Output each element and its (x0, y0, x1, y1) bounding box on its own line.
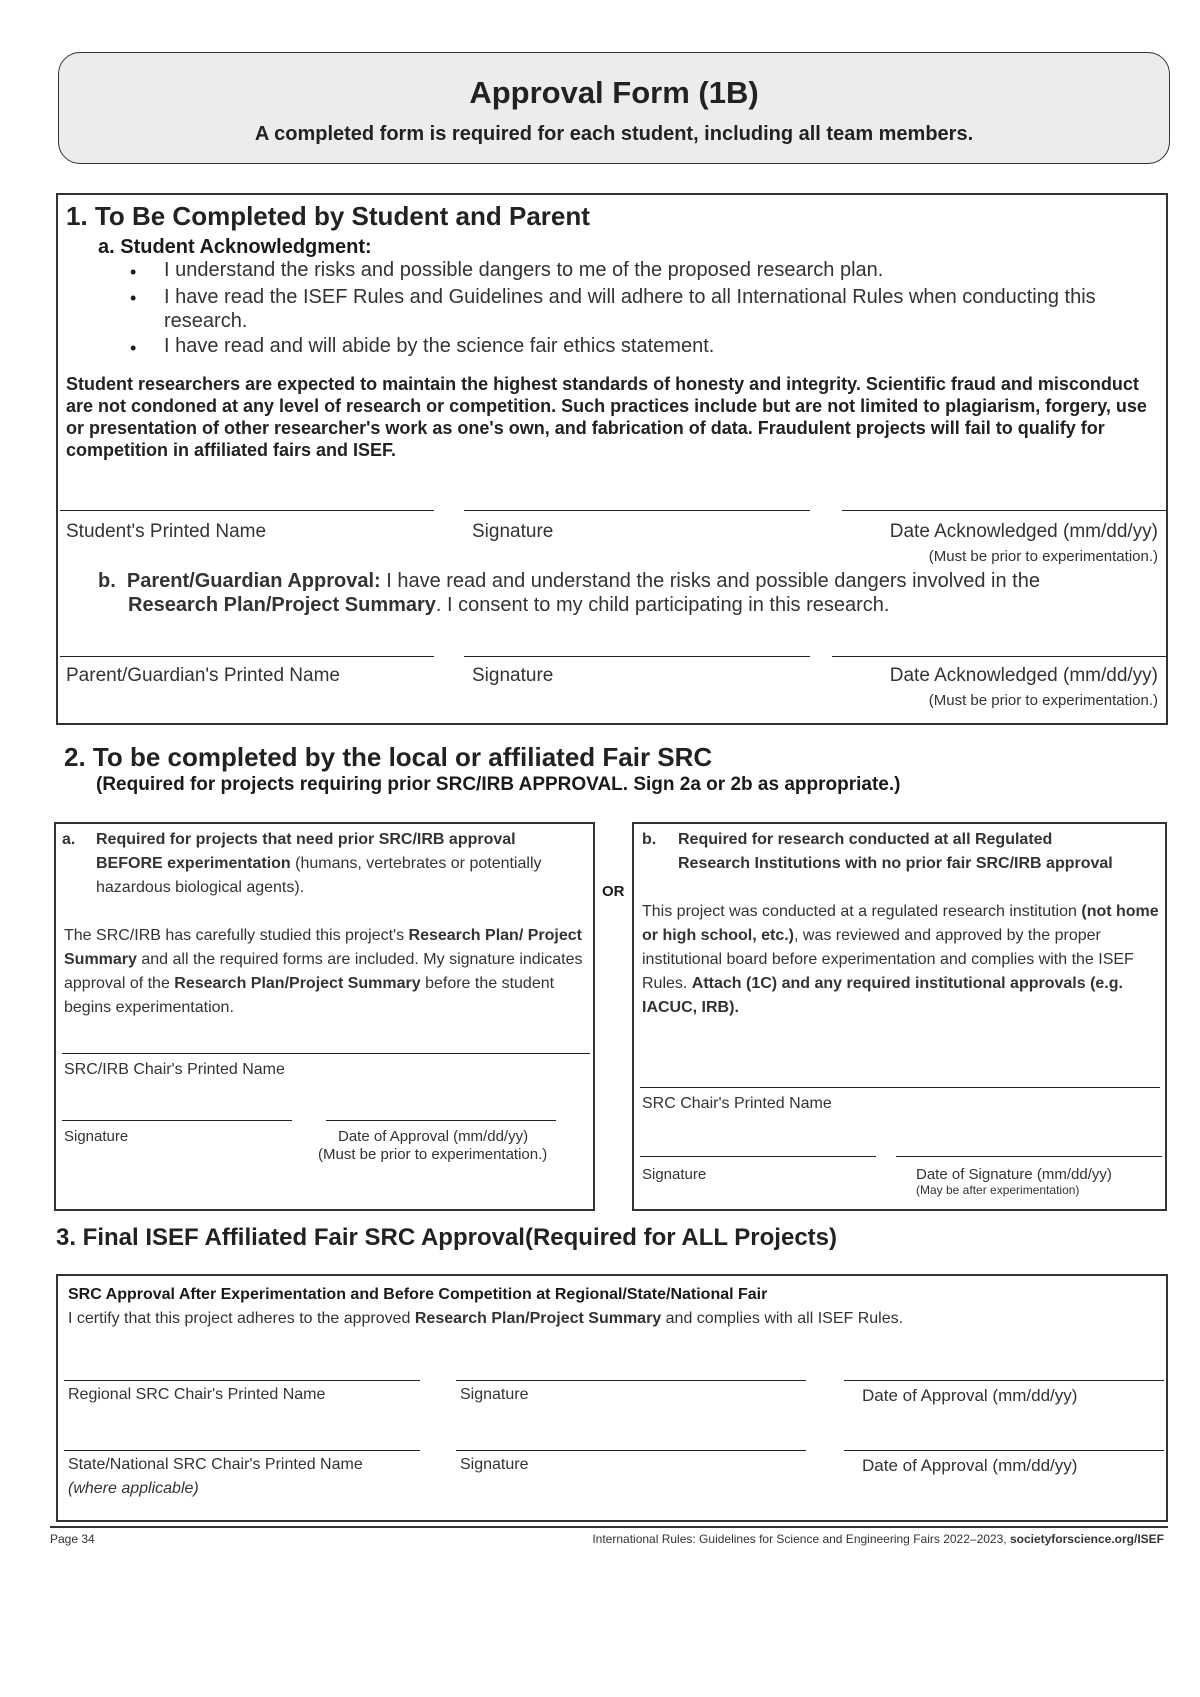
section-2b-text-1: This project was conducted at a regulated research institution (642, 903, 1082, 920)
parent-approval-bold: Parent/Guardian Approval: (126, 570, 381, 592)
src-signature-date-note: (May be after experimentation) (916, 1183, 1080, 1197)
footer-rule (50, 1526, 1168, 1528)
student-date-label: Date Acknowledged (mm/dd/yy) (889, 521, 1158, 542)
section-3-certify (68, 1310, 903, 1328)
parent-name-label: Parent/Guardian's Printed Name (66, 665, 340, 686)
section-2b-text-bold-2: Attach (1C) and any required institutional approvals (e.g. IACUC, IRB). (642, 975, 1123, 1016)
src-irb-date-label: Date of Approval (mm/dd/yy) (338, 1128, 529, 1145)
src-signature-date-line[interactable] (896, 1156, 1162, 1157)
section-2a-text-2: and all the required forms are included. My signature indicates approval of the (64, 951, 583, 992)
section-2a-text-bold-2: Research Plan/Project Summary (174, 975, 421, 992)
src-chair-line[interactable] (640, 1087, 1160, 1088)
section-2b-text (642, 900, 1162, 1020)
src-signature-label: Signature (642, 1166, 707, 1183)
src-irb-chair-line[interactable] (62, 1053, 590, 1054)
parent-date-label: Date Acknowledged (mm/dd/yy) (889, 665, 1158, 686)
section-3-certify-2: and complies with all ISEF Rules. (661, 1310, 904, 1327)
section-1-heading: 1. To Be Completed by Student and Parent (66, 201, 590, 231)
section-2a-label: a. (62, 831, 76, 848)
section-2-heading: 2. To be completed by the local or affiliated Fair SRC (64, 742, 713, 772)
student-signature-label: Signature (472, 521, 554, 542)
form-header (58, 52, 1170, 164)
section-2a-text-bold-1: Research Plan/ Project Summary (64, 927, 582, 968)
footer-page-number: Page 34 (50, 1532, 95, 1546)
footer-citation-text: International Rules: Guidelines for Science and Engineering Fairs 2022–2023, (592, 1532, 1010, 1546)
section-2b-title: Required for research conducted at all Regulated Research Institutions with no prior fair SRC/IRB approval (678, 831, 1113, 872)
footer-citation (592, 1532, 1164, 1546)
state-name-note: (where applicable) (68, 1480, 199, 1497)
regional-date-line[interactable] (844, 1380, 1164, 1381)
section-2a-text-3: before the student begins experimentation. (64, 975, 555, 1016)
footer-site-link[interactable]: societyforscience.org/ISEF (1009, 1532, 1164, 1546)
state-signature-line[interactable] (456, 1450, 806, 1451)
student-signature-line[interactable] (464, 510, 810, 511)
section-2a-title-bold: Required for projects that need prior SRC/IRB approval (96, 831, 516, 848)
state-signature-label: Signature (460, 1456, 529, 1473)
state-name-line[interactable] (64, 1450, 420, 1451)
section-2a-title-rest: (humans, vertebrates or potentially hazardous biological agents). (96, 855, 542, 896)
parent-date-note: (Must be prior to experimentation.) (928, 692, 1158, 709)
section-2b-label: b. (642, 831, 657, 848)
student-date-line[interactable] (842, 510, 1166, 511)
section-2a-box (54, 822, 595, 1211)
integrity-statement: Student researchers are expected to maintain the highest standards of honesty and integrity. Scientific fraud and misconduct are not condoned at any level of research or competition. Such practices include but are not limited to plagiarism, forgery, use or presentation of other researcher's work as one's own, and fabrication of data. Fraudulent projects will fail to qualify for competition in affiliated fairs and ISEF. (66, 374, 1147, 460)
section-3-certify-bold: Research Plan/Project Summary (414, 1310, 662, 1327)
parent-name-line[interactable] (60, 656, 434, 657)
form-subtitle: A completed form is required for each student, including all team members. (254, 123, 974, 145)
state-date-label: Date of Approval (mm/dd/yy) (862, 1456, 1078, 1475)
form-title: Approval Form (1B) (469, 75, 759, 110)
section-2a-title (96, 828, 576, 900)
parent-approval-text (98, 569, 1158, 617)
parent-date-line[interactable] (832, 656, 1166, 657)
bullet-icon: • (130, 262, 137, 282)
parent-approval-text-1: I have read and understand the risks and possible dangers involved in the (380, 570, 1040, 592)
regional-name-label: Regional SRC Chair's Printed Name (68, 1386, 326, 1403)
ack-bullet-2: I have read the ISEF Rules and Guidelines and will adhere to all International Rules when conducting this research. (164, 286, 1096, 332)
section-3-certify-1: I certify that this project adheres to the approved (68, 1310, 415, 1327)
ack-bullet-3: I have read and will abide by the science fair ethics statement. (164, 335, 715, 357)
section-3-box (56, 1274, 1168, 1522)
state-name-label: State/National SRC Chair's Printed Name (68, 1456, 363, 1473)
src-irb-signature-line[interactable] (62, 1120, 292, 1121)
section-2a-text (64, 924, 584, 1020)
bullet-icon: • (130, 288, 137, 308)
student-name-line[interactable] (60, 510, 434, 511)
section-2b-text-bold-1: (not home or high school, etc.) (642, 903, 1159, 944)
ack-bullet-1: I understand the risks and possible dangers to me of the proposed research plan. (164, 259, 884, 281)
regional-name-line[interactable] (64, 1380, 420, 1381)
section-2-subheading: (Required for projects requiring prior SRC/IRB APPROVAL. Sign 2a or 2b as appropriate.) (96, 774, 901, 795)
section-3-box-title: SRC Approval After Experimentation and Before Competition at Regional/State/National Fair (68, 1286, 768, 1303)
section-2b-box (632, 822, 1167, 1211)
src-irb-date-line[interactable] (326, 1120, 556, 1121)
src-irb-date-note: (Must be prior to experimentation.) (318, 1146, 548, 1163)
parent-b-label: b. (98, 570, 116, 592)
regional-signature-label: Signature (460, 1386, 529, 1403)
student-name-label: Student's Printed Name (66, 521, 267, 542)
src-signature-line[interactable] (640, 1156, 876, 1157)
src-signature-date-label: Date of Signature (mm/dd/yy) (916, 1166, 1112, 1183)
student-ack-heading: a. Student Acknowledgment: (98, 236, 372, 258)
section-2a-title-bold-2: BEFORE experimentation (96, 855, 291, 872)
section-3-heading: 3. Final ISEF Affiliated Fair SRC Approval(Required for ALL Projects) (56, 1224, 837, 1251)
parent-approval-bold-2: Research Plan/Project Summary (128, 594, 436, 616)
src-irb-signature-label: Signature (64, 1128, 129, 1145)
parent-signature-line[interactable] (464, 656, 810, 657)
section-2a-text-1: The SRC/IRB has carefully studied this project's (64, 927, 409, 944)
student-date-note: (Must be prior to experimentation.) (928, 548, 1158, 565)
regional-signature-line[interactable] (456, 1380, 806, 1381)
parent-approval-text-2: . I consent to my child participating in this research. (435, 594, 890, 616)
src-irb-chair-label: SRC/IRB Chair's Printed Name (64, 1061, 285, 1078)
regional-date-label: Date of Approval (mm/dd/yy) (862, 1386, 1078, 1405)
state-date-line[interactable] (844, 1450, 1164, 1451)
section-2b-text-2: , was reviewed and approved by the proper institutional board before experimentation and complies with the ISEF Rules. (642, 927, 1134, 992)
bullet-icon: • (130, 338, 137, 358)
src-chair-label: SRC Chair's Printed Name (642, 1095, 832, 1112)
or-label: OR (602, 883, 625, 900)
parent-signature-label: Signature (472, 665, 554, 686)
section-1-box (56, 193, 1168, 725)
